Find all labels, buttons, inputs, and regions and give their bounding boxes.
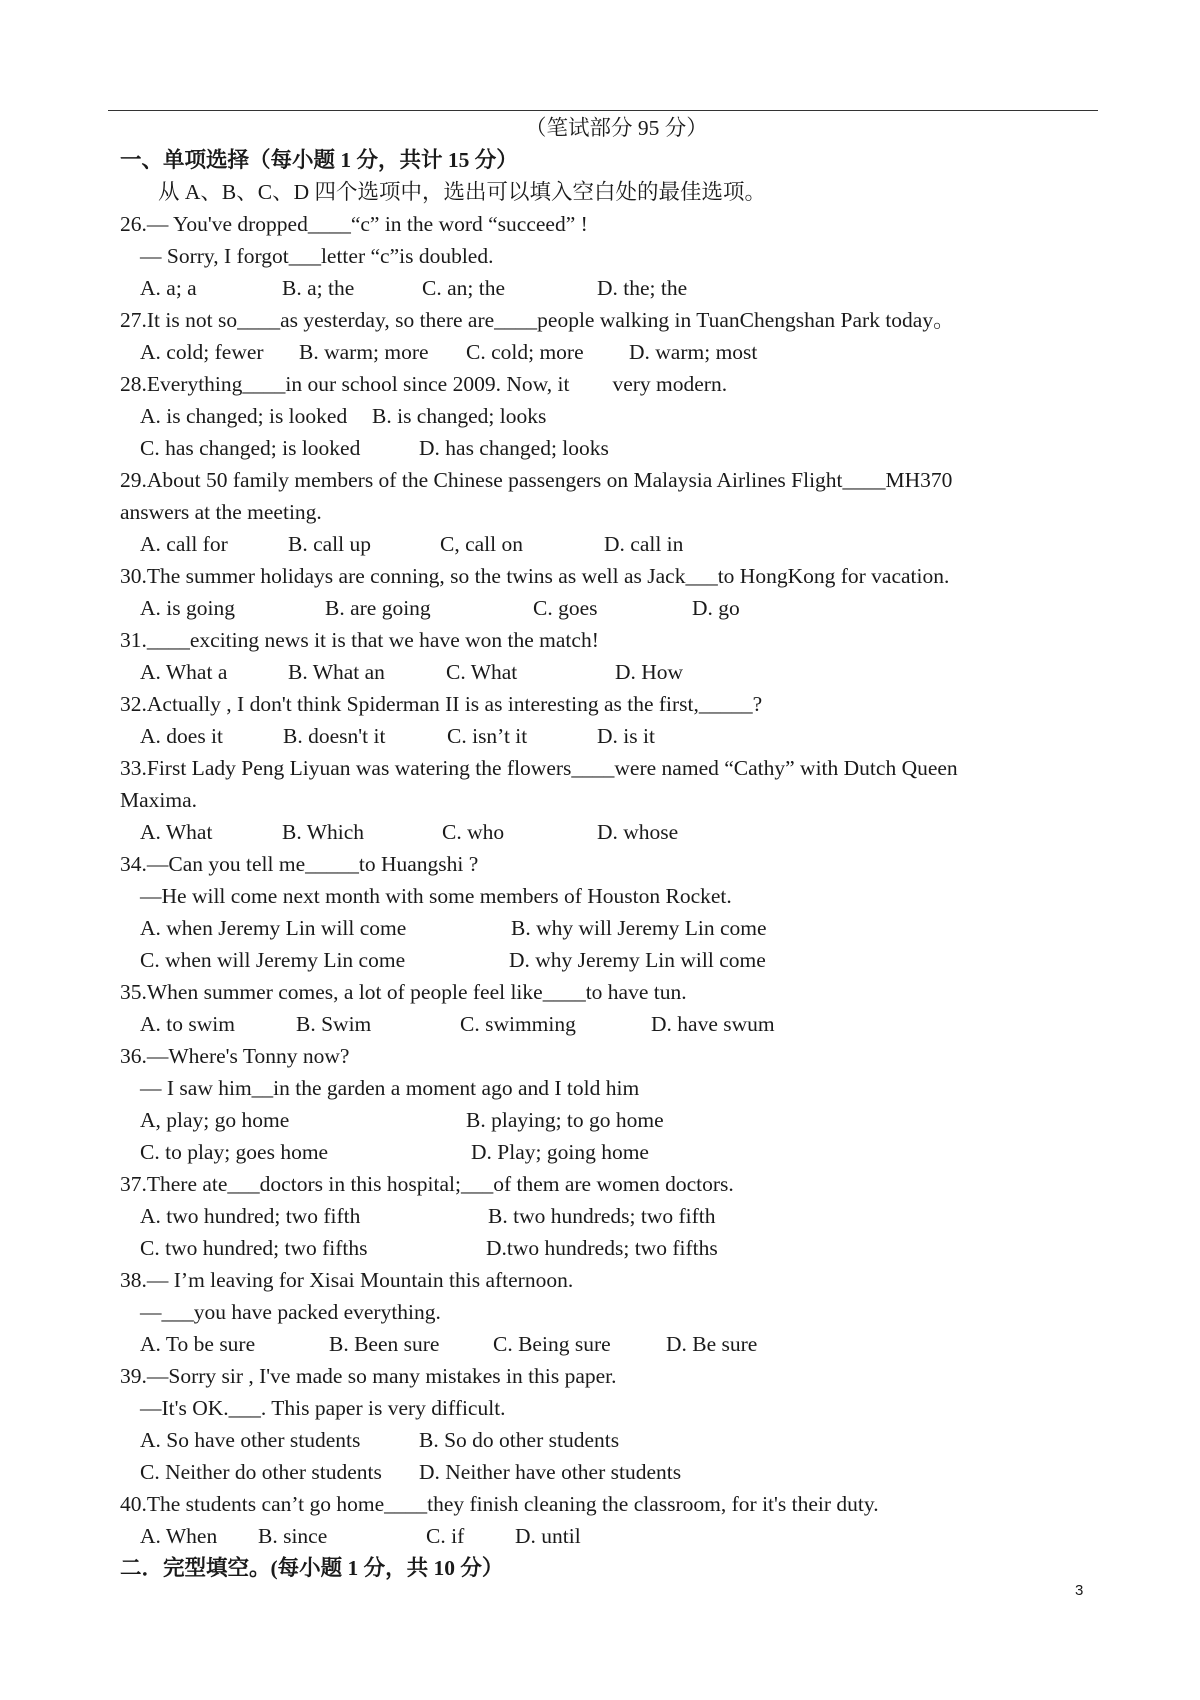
question-36-option-a: A, play; go home [140, 1108, 290, 1132]
question-33-option-a: A. What [140, 820, 213, 844]
question-37-stem-line-1: 37.There ate___doctors in this hospital;___of them are women doctors. [120, 1172, 734, 1196]
question-36-stem-line-1: 36.—Where's Tonny now? [120, 1044, 350, 1068]
question-28-option-b: B. is changed; looks [372, 404, 547, 428]
question-35-option-c: C. swimming [460, 1012, 576, 1036]
question-37-option-a: A. two hundred; two fifth [140, 1204, 361, 1228]
question-33-option-b: B. Which [282, 820, 365, 844]
question-27-stem-line-1: 27.It is not so____as yesterday, so there are____people walking in TuanChengshan Park today。 [120, 308, 955, 332]
question-32-stem-line-1: 32.Actually , I don't think Spiderman II is as interesting as the first,_____? [120, 692, 763, 716]
question-32-option-d: D. is it [597, 724, 655, 748]
question-31-option-b: B. What an [288, 660, 385, 684]
question-34-stem-line-2: —He will come next month with some members of Houston Rocket. [140, 884, 732, 908]
question-30-option-c: C. goes [533, 596, 598, 620]
question-31-stem-line-1: 31.____exciting news it is that we have won the match! [120, 628, 599, 652]
question-34-option-b: B. why will Jeremy Lin come [511, 916, 767, 940]
question-35-stem-line-1: 35.When summer comes, a lot of people feel like____to have tun. [120, 980, 687, 1004]
question-29-option-b: B. call up [288, 532, 371, 556]
question-39-option-a: A. So have other students [140, 1428, 361, 1452]
question-31-option-c: C. What [446, 660, 518, 684]
question-37-option-c: C. two hundred; two fifths [140, 1236, 368, 1260]
question-34-option-a: A. when Jeremy Lin will come [140, 916, 407, 940]
question-32-option-c: C. isn’t it [447, 724, 528, 748]
question-28-stem-line-1: 28.Everything____in our school since 2009. Now, it very modern. [120, 372, 728, 396]
question-33-option-d: D. whose [597, 820, 679, 844]
question-35-option-d: D. have swum [651, 1012, 775, 1036]
question-30-option-d: D. go [692, 596, 740, 620]
question-39-stem-line-1: 39.—Sorry sir , I've made so many mistakes in this paper. [120, 1364, 617, 1388]
question-36-stem-line-2: — I saw him__in the garden a moment ago and I told him [140, 1076, 640, 1100]
question-35-option-a: A. to swim [140, 1012, 235, 1036]
section-2-title: 二．完型填空。(每小题 1 分，共 10 分） [120, 1556, 504, 1580]
question-40-stem-line-1: 40.The students can’t go home____they finish cleaning the classroom, for it's their duty. [120, 1492, 879, 1516]
question-38-option-a: A. To be sure [140, 1332, 256, 1356]
question-30-stem-line-1: 30.The summer holidays are conning, so the twins as well as Jack___to HongKong for vacation. [120, 564, 950, 588]
question-28-option-d: D. has changed; looks [419, 436, 609, 460]
question-38-option-d: D. Be sure [666, 1332, 758, 1356]
question-26-option-c: C. an; the [422, 276, 505, 300]
question-33-stem-line-2: Maxima. [120, 788, 198, 812]
paper-section-header: （笔试部分 95 分） [525, 116, 708, 140]
question-29-option-d: D. call in [604, 532, 684, 556]
question-29-option-a: A. call for [140, 532, 228, 556]
question-28-option-c: C. has changed; is looked [140, 436, 361, 460]
question-30-option-a: A. is going [140, 596, 235, 620]
question-29-option-c: C, call on [440, 532, 523, 556]
question-39-option-b: B. So do other students [419, 1428, 620, 1452]
question-33-stem-line-1: 33.First Lady Peng Liyuan was watering the flowers____were named “Cathy” with Dutch Queen [120, 756, 958, 780]
question-39-option-c: C. Neither do other students [140, 1460, 382, 1484]
question-27-option-a: A. cold; fewer [140, 340, 264, 364]
question-36-option-c: C. to play; goes home [140, 1140, 329, 1164]
section-1-title: 一、单项选择（每小题 1 分，共计 15 分） [120, 148, 518, 172]
question-37-option-b: B. two hundreds; two fifth [488, 1204, 716, 1228]
question-30-option-b: B. are going [325, 596, 431, 620]
question-27-option-d: D. warm; most [629, 340, 758, 364]
question-38-option-c: C. Being sure [493, 1332, 611, 1356]
question-31-option-d: D. How [615, 660, 684, 684]
question-32-option-a: A. does it [140, 724, 224, 748]
question-36-option-b: B. playing; to go home [466, 1108, 664, 1132]
question-34-option-d: D. why Jeremy Lin will come [509, 948, 766, 972]
question-34-option-c: C. when will Jeremy Lin come [140, 948, 406, 972]
question-29-stem-line-2: answers at the meeting. [120, 500, 322, 524]
question-36-option-d: D. Play; going home [471, 1140, 649, 1164]
question-40-option-b: B. since [258, 1524, 328, 1548]
question-32-option-b: B. doesn't it [283, 724, 386, 748]
question-26-stem-line-1: 26.— You've dropped____“c” in the word “succeed” ! [120, 212, 588, 236]
question-27-option-c: C. cold; more [466, 340, 584, 364]
question-31-option-a: A. What a [140, 660, 228, 684]
question-34-stem-line-1: 34.—Can you tell me_____to Huangshi ? [120, 852, 479, 876]
question-38-stem-line-2: —___you have packed everything. [140, 1300, 441, 1324]
question-27-option-b: B. warm; more [299, 340, 429, 364]
question-39-stem-line-2: —It's OK.___. This paper is very difficult. [140, 1396, 506, 1420]
question-40-option-c: C. if [426, 1524, 465, 1548]
question-39-option-d: D. Neither have other students [419, 1460, 682, 1484]
question-38-option-b: B. Been sure [329, 1332, 440, 1356]
page-number: 3 [1075, 1582, 1084, 1599]
question-35-option-b: B. Swim [296, 1012, 372, 1036]
question-40-option-a: A. When [140, 1524, 218, 1548]
question-38-stem-line-1: 38.— I’m leaving for Xisai Mountain this afternoon. [120, 1268, 574, 1292]
section-1-instruction: 从 A、B、C、D 四个选项中，选出可以填入空白处的最佳选项。 [158, 180, 766, 204]
question-29-stem-line-1: 29.About 50 family members of the Chinese passengers on Malaysia Airlines Flight____MH370 [120, 468, 953, 492]
question-37-option-d: D.two hundreds; two fifths [486, 1236, 718, 1260]
question-28-option-a: A. is changed; is looked [140, 404, 348, 428]
question-33-option-c: C. who [442, 820, 505, 844]
header-rule [108, 110, 1098, 111]
question-26-option-b: B. a; the [282, 276, 355, 300]
question-40-option-d: D. until [515, 1524, 581, 1548]
question-26-option-d: D. the; the [597, 276, 688, 300]
question-26-option-a: A. a; a [140, 276, 197, 300]
question-26-stem-line-2: — Sorry, I forgot___letter “c”is doubled. [140, 244, 494, 268]
